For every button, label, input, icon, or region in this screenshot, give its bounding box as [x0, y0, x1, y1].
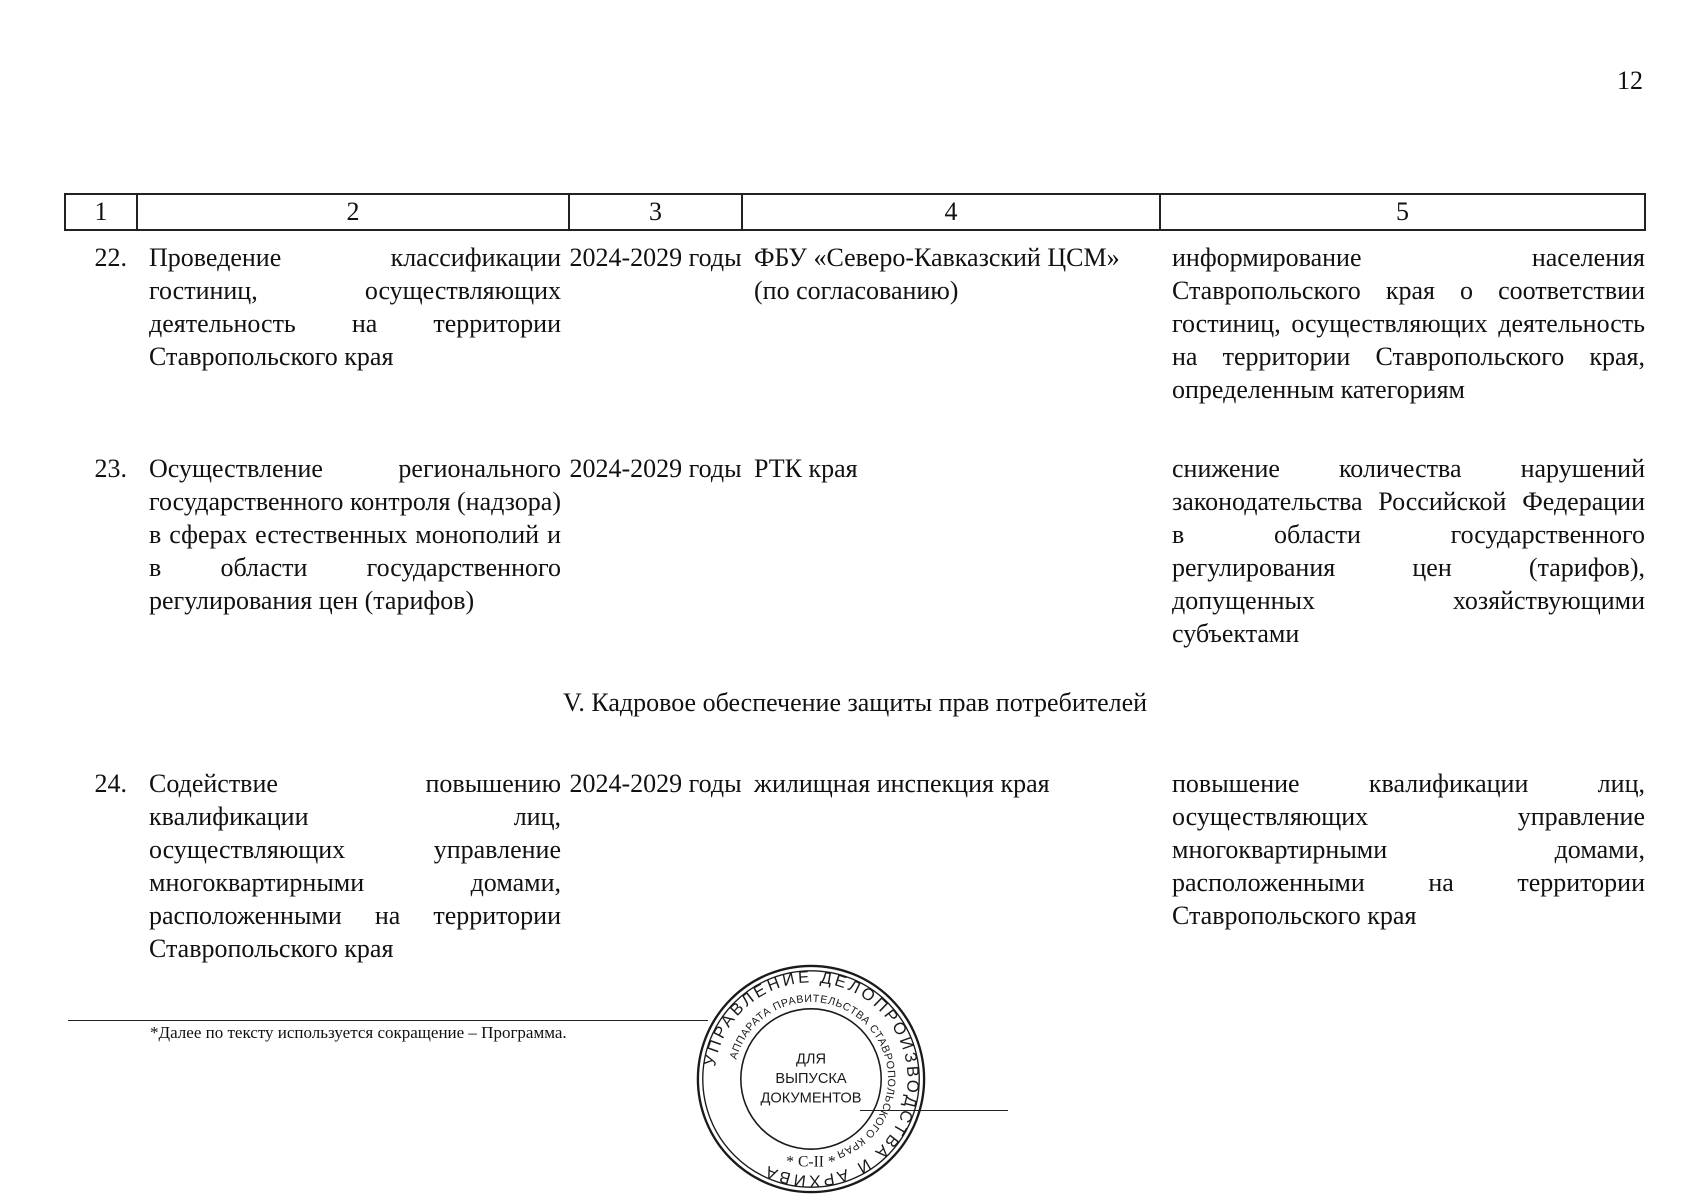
- section-title: V. Кадровое обеспечение защиты прав потребителей: [562, 688, 1148, 717]
- stamp-inner-ring-text: АППАРАТА ПРАВИТЕЛЬСТВА СТАВРОПОЛЬСКОГО КРАЯ: [727, 992, 898, 1161]
- measure-period: 2024-2029 годы: [569, 769, 742, 798]
- stamp-center-line-1: ДЛЯ: [795, 1051, 827, 1068]
- measure-period: 2024-2029 годы: [569, 243, 742, 272]
- measure-period: 2024-2029 годы: [569, 454, 742, 483]
- column-header-1: 1: [65, 194, 137, 230]
- stamp-code: * С-II *: [786, 1153, 836, 1171]
- table-row: [65, 442, 1645, 686]
- stamp-outer-ring-text: УПРАВЛЕНИЕ ДЕЛОПРОИЗВОДСТВА И АРХИВА: [700, 967, 923, 1191]
- official-stamp: [694, 962, 928, 1196]
- measure-executor: ФБУ «Северо-Кавказский ЦСМ» (по согласованию): [754, 243, 1120, 305]
- page-number: 12: [1617, 66, 1643, 95]
- measure-result: повышение квалификации лиц, осуществляющих управление многоквартирными домами, расположенными на территории Ставропольского края: [1172, 769, 1645, 930]
- row-number: 24.: [94, 769, 127, 798]
- column-header-4: 4: [742, 194, 1160, 230]
- measure-name: Осуществление регионального государственного контроля (надзора) в сферах естественных монополий и в области государственного регулирования цен (тарифов): [149, 454, 561, 615]
- column-header-3: 3: [569, 194, 742, 230]
- measure-result: информирование населения Ставропольского края о соответствии гостиниц, осуществляющих деятельность на территории Ставропольского края, определенным категориям: [1172, 243, 1645, 404]
- stamp-center-line-2: ВЫПУСКА: [775, 1070, 847, 1087]
- measure-executor: жилищная инспекция края: [754, 769, 1050, 798]
- footnote: *Далее по тексту используется сокращение – Программа.: [150, 1023, 567, 1042]
- row-number: 23.: [94, 454, 127, 483]
- table-row: [65, 230, 1645, 442]
- table-header-row: [65, 194, 1645, 230]
- row-number: 22.: [94, 243, 127, 272]
- measure-name: Проведение классификации гостиниц, осуществляющих деятельность на территории Ставропольского края: [149, 243, 561, 371]
- footnote-divider: [68, 1020, 708, 1021]
- column-header-5: 5: [1160, 194, 1645, 230]
- measure-result: снижение количества нарушений законодательства Российской Федерации в области государственного регулирования цен (тарифов), допущенных хозяйствующими субъектами: [1172, 454, 1645, 648]
- section-heading-row: [65, 686, 1645, 757]
- measure-name: Содействие повышению квалификации лиц, осуществляющих управление многоквартирными домами, расположенными на территории Ставропольского края: [149, 769, 561, 963]
- measure-executor: РТК края: [754, 454, 858, 483]
- column-header-2: 2: [137, 194, 569, 230]
- measures-table: [64, 193, 1646, 1001]
- stamp-center-line-3: ДОКУМЕНТОВ: [760, 1090, 862, 1107]
